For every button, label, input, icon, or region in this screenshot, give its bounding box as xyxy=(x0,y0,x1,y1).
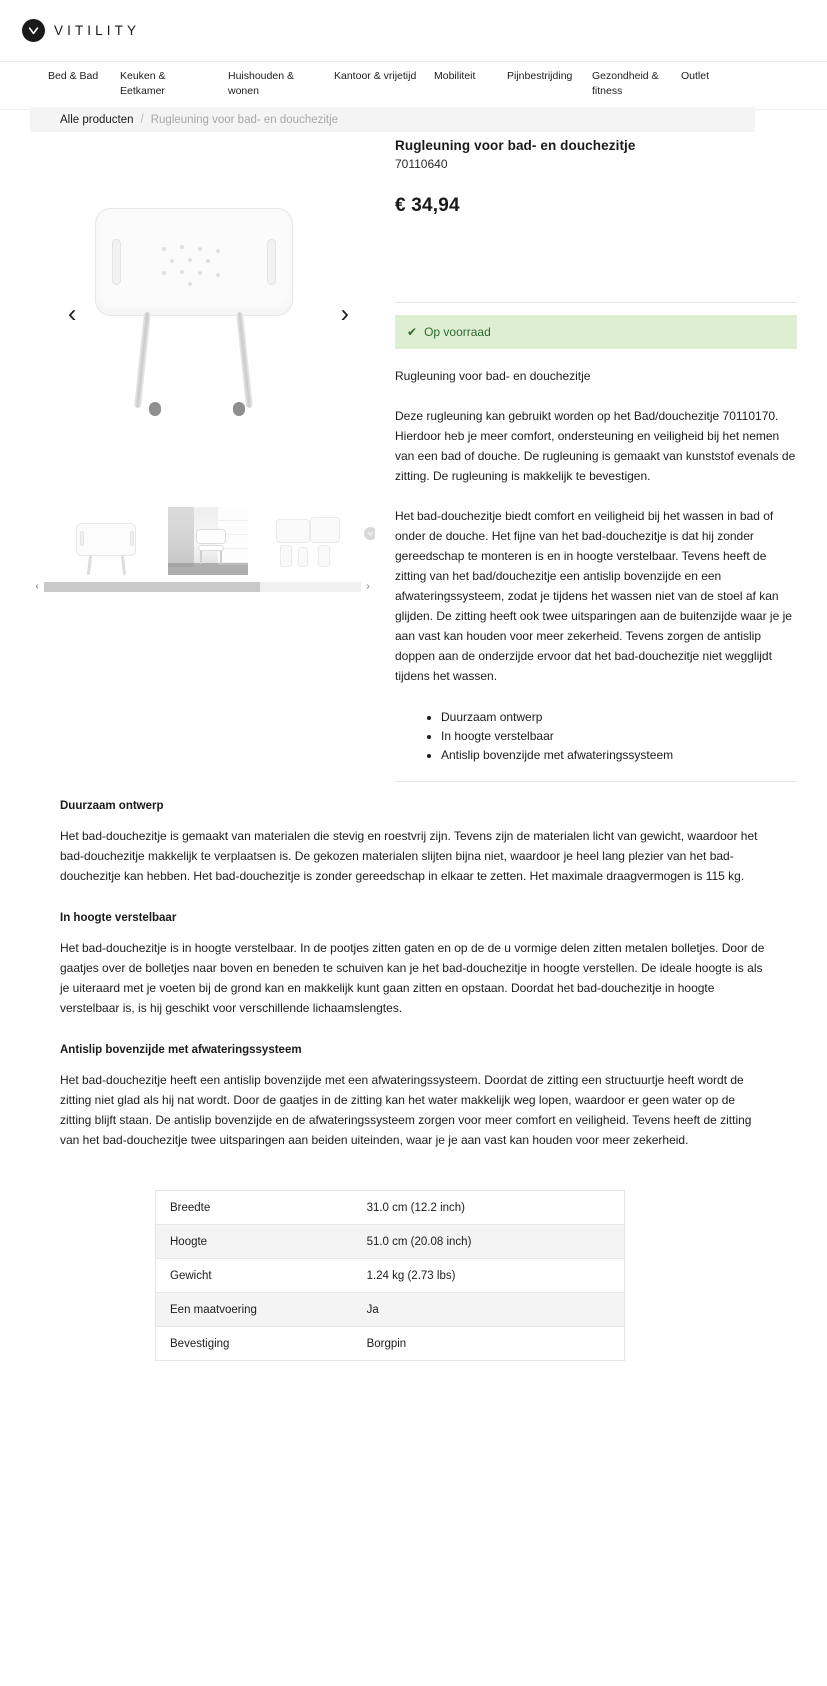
thumbnail-strip xyxy=(30,497,375,594)
table-row xyxy=(156,1225,625,1259)
specification-table xyxy=(155,1190,625,1361)
support-leg-left xyxy=(134,311,151,407)
thumbnail-item-2[interactable] xyxy=(158,497,258,575)
stock-label: Op voorraad xyxy=(424,325,491,339)
product-price: € 34,94 xyxy=(395,195,460,216)
section-body: Het bad-douchezitje heeft een antislip bovenzijde met een afwateringssysteem. Doordat de zitting een structuurtje heeft wordt de zitting niet glad als hij nat wordt. Door de gaatjes in de zitting kan het water makkelijk weg lopen, waardoor er geen water op de zitting blijft staan. De antislip bovenzijde en de afwateringssysteem zorgen voor meer comfort en veiligheid. Tevens heeft de zitting van het bad-douchezitje twee uitsparingen aan beiden uiteinden, waar je je aan vast kan houden voor meer zekerheid. xyxy=(60,1073,752,1147)
table-row xyxy=(156,1327,625,1361)
breadcrumb-separator: / xyxy=(140,113,144,126)
product-sku: 70110640 xyxy=(395,157,448,171)
nav-item-pijnbestrijding[interactable]: Pijnbestrijding xyxy=(507,70,573,82)
thumbnail-product-image xyxy=(62,505,154,575)
handle-slot-left xyxy=(112,239,121,285)
section-antislip-bovenzijde xyxy=(60,1044,767,1150)
description-short: Rugleuning voor bad- en douchezitje xyxy=(395,369,591,383)
gallery-prev-arrow[interactable]: ‹ xyxy=(68,299,77,327)
thumbnail-item-3[interactable] xyxy=(258,497,358,575)
spec-label: Breedte xyxy=(156,1191,367,1225)
vitility-check-circle-icon xyxy=(22,19,45,42)
thumbnail-item-1[interactable] xyxy=(58,497,158,575)
spec-label: Gewicht xyxy=(156,1259,367,1293)
nav-item-outlet[interactable]: Outlet xyxy=(681,70,710,82)
description-paragraph-1: Deze rugleuning kan gebruikt worden op het Bad/douchezitje 70110170. Hierdoor heb je meer comfort, ondersteuning en veiligheid bij het nemen van een bad of douche. De rugleuning is gemaakt van kunststof evenals de zitting. De rugleuning is makkelijk te bevestigen. xyxy=(395,409,796,483)
thumbnail-scrollbar[interactable] xyxy=(30,579,375,594)
nav-item-bed-bad[interactable]: Bed & Bad xyxy=(48,70,99,82)
section-title: Antislip bovenzijde met afwateringssysteem xyxy=(60,1044,302,1056)
product-overview xyxy=(0,136,827,782)
nav-item-keuken-eetkamer[interactable]: Keuken & Eetkamer xyxy=(120,70,166,97)
backrest-shape xyxy=(95,208,293,316)
nav-item-huishouden-wonen[interactable]: Huishouden & wonen xyxy=(228,70,294,97)
brand-name: VITILITY xyxy=(54,23,141,38)
thumbnail-bathroom-image xyxy=(162,505,254,575)
status-badge xyxy=(395,315,797,349)
table-row xyxy=(156,1259,625,1293)
info-divider-bottom xyxy=(395,781,797,782)
breadcrumb xyxy=(30,107,755,132)
check-icon: ✔ xyxy=(407,325,418,339)
spec-label: Een maatvoering xyxy=(156,1293,367,1327)
thumbnail-scroll-right-arrow[interactable]: › xyxy=(366,581,370,592)
gallery-next-arrow[interactable]: › xyxy=(340,299,349,327)
foot-cap-left xyxy=(149,402,161,416)
spec-value: Borgpin xyxy=(366,1337,407,1350)
thumbnail-scroll-handle[interactable] xyxy=(44,582,260,592)
list-item: • Duurzaam ontwerp xyxy=(441,708,797,727)
support-leg-right xyxy=(236,311,253,407)
section-body: Het bad-douchezitje is in hoogte verstelbaar. In de pootjes zitten gaten en op de de u vormige delen zitten metalen bolletjes. Door de gaatjes over de bolletjes naar boven en beneden te schuiven kan je het bad-douchezitje in hoogte verstellen. De ideale hoogte is als je uiteraard met je voeten bij de grond kan en makkelijk kunt gaan zitten en opstaan. Doordat het bad-douchezitje in hoogte verstelbaar is, is hij geschikt voor verschillende lichaamslengtes. xyxy=(60,941,765,1015)
description-paragraph-2: Het bad-douchezitje biedt comfort en veiligheid bij het wassen in bad of onder de douche. Het fijne van het bad-douchezitje is dat hij zonder gereedschap te monteren is en in hoogte verstelbaar. Tevens heeft de zitting van het bad/douchezitje een antislip bovenzijde en een afwateringssysteem, zodat je tijdens het wassen niet van de stoel af kan glijden. De zitting heeft ook twee uitsparingen aan de buitenzijde waar je je aan vast kan houden voor meer zekerheid. Tevens zorgen de antislip doppen aan de onderzijde ervoor dat het bad-douchezitje niet wegglijdt tijdens het wassen. xyxy=(395,509,792,683)
handle-slot-right xyxy=(267,239,276,285)
product-title: Rugleuning voor bad- en douchezitje xyxy=(395,138,636,153)
list-item: • In hoogte verstelbaar xyxy=(441,727,797,746)
site-header xyxy=(0,0,827,62)
product-info xyxy=(375,136,797,782)
favorite-heart-icon[interactable] xyxy=(364,527,375,540)
spec-label: Hoogte xyxy=(156,1225,367,1259)
table-row xyxy=(156,1191,625,1225)
nav-item-kantoor-vrijetijd[interactable]: Kantoor & vrijetijd xyxy=(334,70,417,82)
section-in-hoogte-verstelbaar xyxy=(60,912,767,1018)
thumbnail-list xyxy=(30,497,375,575)
list-item: • Antislip bovenzijde met afwateringssysteem xyxy=(441,746,797,765)
spec-value: 31.0 cm (12.2 inch) xyxy=(367,1191,625,1225)
drainage-holes xyxy=(156,245,236,291)
spec-value: 1.24 kg (2.73 lbs) xyxy=(367,1259,625,1293)
section-duurzaam-ontwerp xyxy=(60,800,767,886)
product-gallery xyxy=(30,136,375,782)
product-feature-list xyxy=(395,708,797,765)
specifications xyxy=(0,1190,827,1361)
section-title: In hoogte verstelbaar xyxy=(60,912,177,924)
breadcrumb-current: Rugleuning voor bad- en douchezitje xyxy=(150,113,339,126)
foot-cap-right xyxy=(233,402,245,416)
section-title: Duurzaam ontwerp xyxy=(60,800,164,812)
info-divider-top xyxy=(395,302,797,303)
product-image-main xyxy=(83,194,323,434)
section-body: Het bad-douchezitje is gemaakt van materialen die stevig en roestvrij zijn. Tevens zijn de materialen licht van gewicht, waardoor het bad-douchezitje makkelijk te verplaatsen is. De gekozen materialen slijten bijna niet, waardoor je heel lang plezier van het bad-douchezitje kan hebben. Het bad-douchezitje is zonder gereedschap in elkaar te zetten. Het maximale draagvermogen is 115 kg. xyxy=(60,829,758,883)
thumbnail-scroll-left-arrow[interactable]: ‹ xyxy=(35,581,39,592)
spec-value: 51.0 cm (20.08 inch) xyxy=(367,1225,625,1259)
brand-logo[interactable] xyxy=(22,19,140,42)
thumbnail-scroll-track[interactable] xyxy=(44,582,361,592)
main-navigation xyxy=(0,62,827,110)
spec-label: Bevestiging xyxy=(170,1337,230,1350)
gallery-hero[interactable] xyxy=(30,136,375,491)
nav-item-mobiliteit[interactable]: Mobiliteit xyxy=(434,70,476,82)
breadcrumb-root-link[interactable]: Alle producten xyxy=(60,113,134,126)
nav-item-gezondheid-fitness[interactable]: Gezondheid & fitness xyxy=(592,70,659,97)
table-row xyxy=(156,1293,625,1327)
product-description xyxy=(395,366,797,686)
product-detail-sections xyxy=(0,800,827,1150)
spec-value: Ja xyxy=(367,1293,625,1327)
thumbnail-parts-image xyxy=(262,505,354,575)
